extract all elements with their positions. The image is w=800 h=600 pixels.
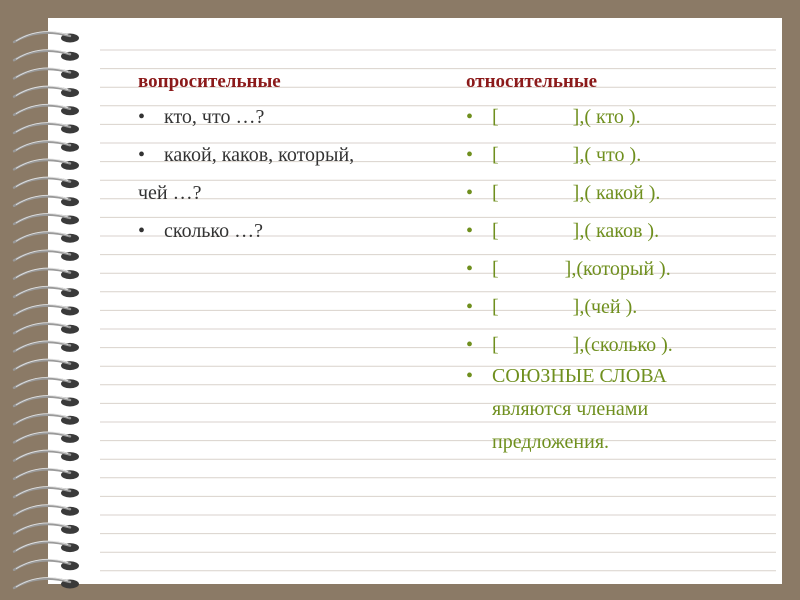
spiral-coil [14, 487, 79, 498]
bracket-open: [ [492, 144, 499, 166]
bracket-close: ],( каков ). [572, 220, 660, 242]
bullet: • [466, 334, 474, 356]
bullet: • [466, 144, 474, 166]
spiral-coil [14, 214, 79, 225]
note-line: являются членами [492, 398, 649, 420]
spiral-coil [14, 177, 79, 188]
relative-heading: относительные [466, 71, 598, 92]
spiral-coil [14, 505, 79, 516]
bullet: • [466, 365, 474, 387]
spiral-coil [14, 195, 79, 206]
spiral-coil [14, 450, 79, 461]
relative-column [466, 66, 766, 459]
spiral-coil [14, 104, 79, 115]
spiral-coil [14, 396, 79, 407]
spiral-coil [14, 68, 79, 79]
spiral-coil [14, 305, 79, 316]
bracket-close: ],(сколько ). [572, 334, 673, 356]
spiral-binding [0, 0, 100, 600]
spiral-coil [14, 341, 79, 352]
notebook-page [48, 18, 782, 584]
spiral-coil [14, 286, 79, 297]
interrogative-column [138, 66, 438, 250]
list-item [466, 136, 766, 174]
list-item-continuation [138, 174, 438, 212]
bullet: • [466, 106, 474, 128]
bullet: • [138, 220, 146, 242]
conjunctive-words-note [466, 360, 766, 459]
list-item [466, 174, 766, 212]
spiral-coil [14, 359, 79, 370]
bracket-open: [ [492, 182, 499, 204]
bullet: • [138, 144, 146, 166]
spiral-coil [14, 32, 79, 43]
list-item [466, 98, 766, 136]
note-line: предложения. [492, 431, 610, 453]
bracket-close: ],(который ). [564, 258, 671, 280]
spiral-coil [14, 541, 79, 552]
list-item [138, 212, 438, 250]
list-item [138, 136, 438, 174]
spiral-coil [14, 468, 79, 479]
bracket-close: ],( какой ). [572, 182, 661, 204]
bullet: • [466, 296, 474, 318]
item-text: какой, каков, который, [164, 144, 355, 166]
spiral-coil [14, 159, 79, 170]
bracket-open: [ [492, 334, 499, 356]
bracket-open: [ [492, 258, 499, 280]
bracket-open: [ [492, 220, 499, 242]
spiral-coil [14, 86, 79, 97]
item-text: кто, что …? [164, 106, 265, 128]
bullet: • [466, 220, 474, 242]
list-item [466, 212, 766, 250]
spiral-coil [14, 268, 79, 279]
spiral-coil [14, 50, 79, 61]
spiral-coil [14, 414, 79, 425]
spiral-coil [14, 232, 79, 243]
spiral-coil [14, 559, 79, 570]
interrogative-heading: вопросительные [138, 71, 281, 92]
bullet: • [466, 182, 474, 204]
list-item [466, 288, 766, 326]
note-line: СОЮЗНЫЕ СЛОВА [492, 365, 667, 387]
spiral-coil [14, 250, 79, 261]
bracket-open: [ [492, 106, 499, 128]
spiral-coil [14, 123, 79, 134]
bracket-close: ],( кто ). [572, 106, 641, 128]
list-item [466, 326, 766, 364]
bracket-close: ],( что ). [572, 144, 642, 166]
spiral-coil [14, 377, 79, 388]
spiral-coil [14, 323, 79, 334]
bracket-open: [ [492, 296, 499, 318]
spiral-coil [14, 523, 79, 534]
spiral-coil [14, 141, 79, 152]
bracket-close: ],(чей ). [572, 296, 638, 318]
list-item [466, 250, 766, 288]
bullet: • [466, 258, 474, 280]
item-text: сколько …? [164, 220, 263, 242]
spiral-coil [14, 432, 79, 443]
spiral-coil [14, 578, 79, 589]
list-item [138, 98, 438, 136]
bullet: • [138, 106, 146, 128]
item-text: чей …? [138, 182, 202, 204]
